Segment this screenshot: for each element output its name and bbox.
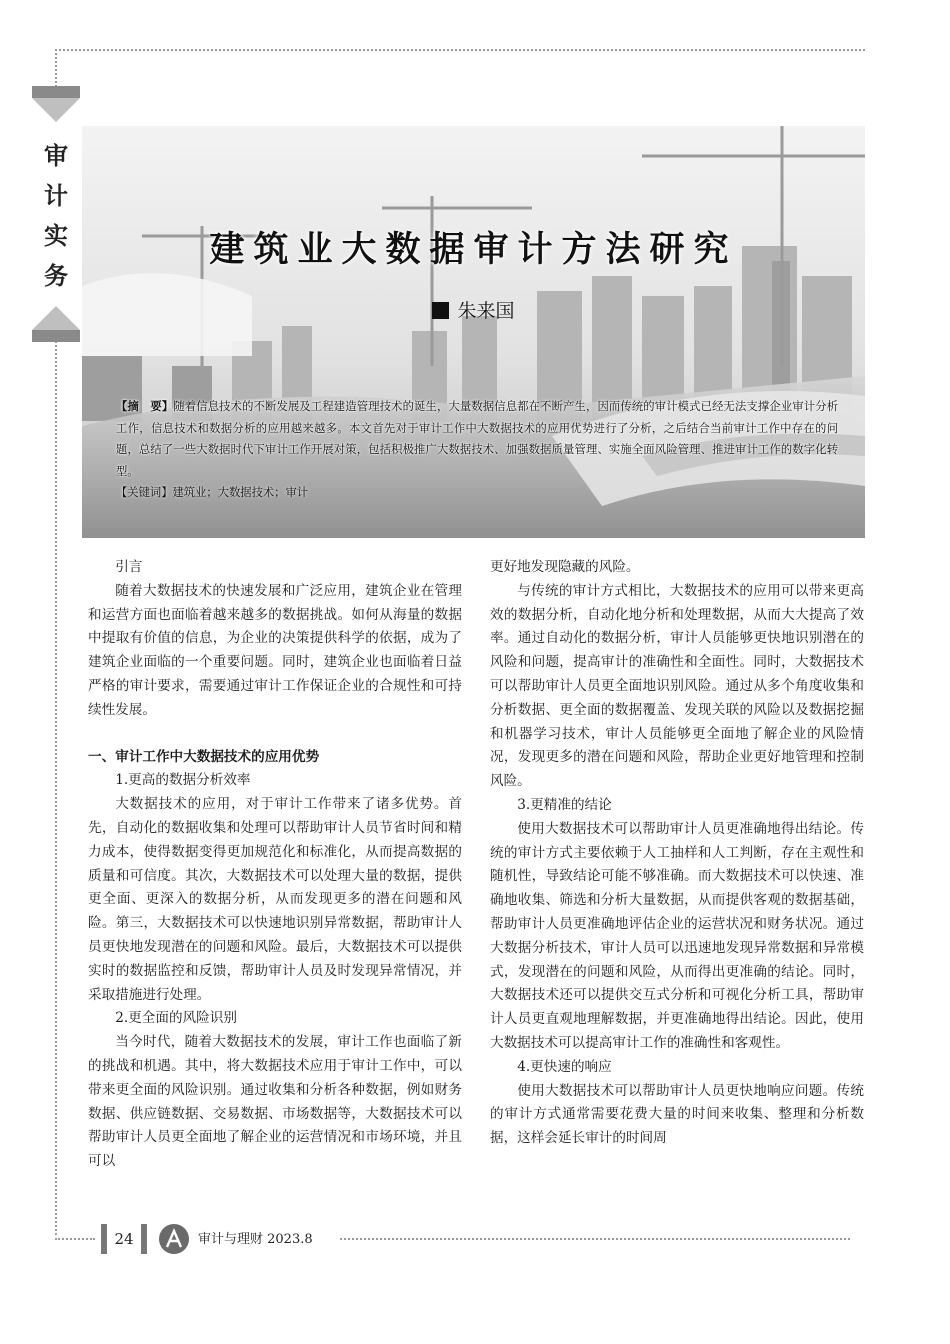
intro-heading: 引言 [115,559,143,575]
article-author [82,296,865,323]
s1-2-paragraph-continued: 更好地发现隐藏的风险。 [490,559,640,575]
page-number: 24 [114,1230,134,1248]
s1-4-heading: 4.更快速的响应 [517,1058,612,1075]
s1-2-paragraph-2: 与传统的审计方式相比，大数据技术的应用可以带来更高效的数据分析，自动化地分析和处理数据，从而大大提高了效率。通过自动化的数据分析，审计人员能够更快地识别潜在的风险和问题，提高审计的准确性和全面性。同时，大数据技术可以帮助审计人员更全面地识别风险。通过从多个角度收集和分析数据、更全面的数据覆盖、发现关联的风险以及数据挖掘和机器学习技术，审计人员能够更全面地了解企业的风险情况，发现更多的潜在问题和风险，帮助企业更好地管理和控制风险。 [490,582,864,790]
tab-top-bar [32,86,80,98]
abstract-text: 随着信息技术的不断发展及工程建造管理技术的诞生，大量数据信息都在不断产生，因而传统的审计模式已经无法支撑企业审计分析工作，信息技术和数据分析的应用越来越多。本文首先对于审计工作中大数据技术的应用优势进行了分析，之后结合当前审计工作中存在的问题，总结了一些大数据时代下审计工作开展对策，包括积极推广大数据技术、加强数据质量管理、实施全面风险管理、推进审计工作的数字化转型。 [116,400,838,478]
keywords-label: 【关键词】 [116,486,173,499]
intro-paragraph: 随着大数据技术的快速发展和广泛应用，建筑企业在管理和运营方面也面临着越来越多的数据挑战。如何从海量的数据中提取有价值的信息，为企业的决策提供科学的依据，成为了建筑企业面临的一个重要问题。同时，建筑企业也面临着日益严格的审计要求，需要通过审计工作保证企业的合规性和可持续性发展。 [88,582,462,718]
section1-heading: 一、审计工作中大数据技术的应用优势 [88,748,320,765]
abstract-label: 【摘 要】 [116,400,174,413]
journal-logo-icon [159,1224,189,1254]
s1-1-heading: 1.更高的数据分析效率 [115,772,251,789]
page-number-box [101,1224,147,1254]
s1-4-paragraph: 使用大数据技术可以帮助审计人员更快地响应问题。传统的审计方式通常需要花费大量的时间来收集、整理和分析数据，这样会延长审计的时间周 [490,1082,864,1147]
s1-1-paragraph: 大数据技术的应用，对于审计工作带来了诸多优势。首先，自动化的数据收集和处理可以帮助审计人员节省时间和精力成本，使得数据变得更加规范化和标准化，从而提高数据的质量和可信度。其次，大数据技术可以处理大量的数据，提供更全面、更深入的数据分析，从而发现更多的潜在问题和风险。第三，大数据技术可以快速地识别异常数据，帮助审计人员更快地发现潜在的问题和风险。最后，大数据技术可以提供实时的数据监控和反馈，帮助审计人员及时发现异常情况，并采取措施进行处理。 [88,796,462,1003]
s1-3-paragraph: 使用大数据技术可以帮助审计人员更准确地得出结论。传统的审计方式主要依赖于人工抽样和人工判断，存在主观性和随机性，导致结论可能不够准确。而大数据技术可以快速、准确地收集、筛选和分析大量数据，从而提供客观的数据基础，帮助审计人员更准确地评估企业的运营状况和财务状况。通过大数据分析技术，审计人员可以迅速地发现异常数据和异常模式，发现潜在的问题和风险，从而得出更准确的结论。同时，大数据技术还可以提供交互式分析和可视化分析工具，帮助审计人员更直观地理解数据，并更准确地得出结论。因此，使用大数据技术可以提高审计工作的准确性和客观性。 [490,820,864,1051]
tab-bottom-bar [32,330,80,342]
author-square-icon [432,302,449,319]
journal-logo-glyph [159,1224,189,1254]
section-tab [32,86,80,342]
s1-2-paragraph: 当今时代，随着大数据技术的发展，审计工作也面临了新的挑战和机遇。其中，将大数据技术应用于审计工作中，可以带来更全面的风险识别。通过收集和分析各种数据，例如财务数据、供应链数据、交易数据、市场数据等，大数据技术可以帮助审计人员更全面地了解企业的运营情况和市场环境，并且可以 [88,1034,462,1170]
left-column [88,556,462,1174]
keywords-text: 建筑业；大数据技术；审计 [172,486,309,499]
s1-2-heading: 2.更全面的风险识别 [115,1010,237,1027]
footer-dotted-rule-left [55,1238,95,1240]
article-title: 建筑业大数据审计方法研究 [209,230,738,270]
top-dotted-rule [55,49,865,51]
s1-3-heading: 3.更精准的结论 [517,796,612,813]
tab-bottom-chevron [32,306,80,330]
page-bracket-right [141,1224,147,1254]
journal-name-issue: 审计与理财 2023.8 [198,1232,313,1247]
right-column [490,556,864,1151]
abstract [116,396,838,482]
tab-top-chevron [32,98,80,122]
hero-banner [82,126,865,538]
section-tab-label: 审 计 实 务 [44,142,68,290]
keywords [116,484,308,500]
author-name: 朱来国 [457,300,515,322]
page-footer [55,1222,865,1256]
footer-dotted-rule-right [340,1238,850,1240]
